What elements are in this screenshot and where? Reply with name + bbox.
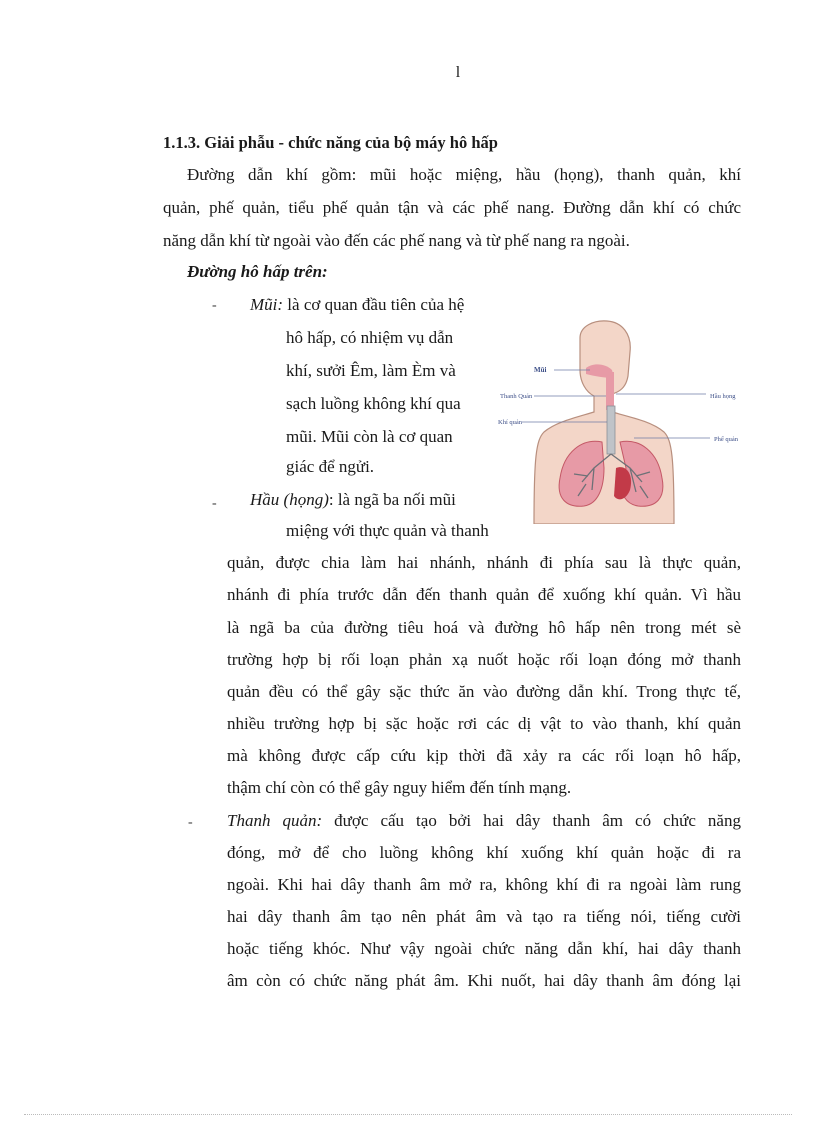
label-thanh-quan: Thanh Quản <box>500 393 533 400</box>
larynx-line: đóng, mở để cho luồng không khí xuống khí quản hoặc đi ra <box>227 843 741 862</box>
respiratory-system-figure <box>494 318 766 524</box>
pharynx-line: quản, được chia làm hai nhánh, nhánh đi phía sau là thực quản, <box>227 553 741 572</box>
page-number: l <box>455 64 461 81</box>
nose-line: giác để ngửi. <box>286 457 375 476</box>
label-hau-hong: Hầu họng <box>710 393 736 400</box>
section-heading: 1.1.3. Giải phẫu - chức năng của bộ máy hô hấp <box>163 133 498 152</box>
pharynx-line: thậm chí còn có thể gây nguy hiểm đến tính mạng. <box>227 778 572 797</box>
nose-line: hô hấp, có nhiệm vụ dẫn <box>286 328 454 347</box>
bullet-marker: - <box>212 298 217 313</box>
pharynx-line: nhiều trường hợp bị sặc hoặc rơi các dị vật to vào thanh, khí quản <box>227 714 741 733</box>
larynx-term: Thanh quản: <box>227 811 323 830</box>
nose-first-line-text: là cơ quan đầu tiên của hệ <box>283 295 465 314</box>
nose-term: Mũi: <box>250 295 284 314</box>
upper-airway-subheading: Đường hô hấp trên: <box>187 262 328 281</box>
pharynx-line: là ngã ba của đường tiêu hoá và đường hô hấp nên trong mét sè <box>227 618 741 637</box>
pharynx-line: quản đều có thể gây sặc thức ăn vào đường dẫn khí. Trong thực tế, <box>227 682 741 701</box>
pharynx-line: trường hợp bị rối loạn phản xạ nuốt hoặc rối loạn đóng mở thanh <box>227 650 741 669</box>
intro-line: Đường dẫn khí gồm: mũi hoặc miệng, hầu (họng), thanh quản, khí <box>187 165 741 184</box>
pharynx-shape <box>606 372 614 410</box>
label-khi-quan: Khí quản <box>498 419 523 426</box>
pharynx-first-line <box>250 490 456 510</box>
pharynx-line: mà không được cấp cứu kịp thời đã xảy ra các rối loạn hô hấp, <box>227 746 741 765</box>
nose-line: mũi. Mũi còn là cơ quan <box>286 427 453 446</box>
respiratory-diagram <box>494 318 766 524</box>
pharynx-first-line-text: : là ngã ba nối mũi <box>328 490 456 509</box>
pharynx-term: Hầu (họng) <box>250 490 329 509</box>
larynx-first-line-text: được cấu tạo bởi hai dây thanh âm có chức năng <box>322 811 741 830</box>
larynx-line: hoặc tiếng khóc. Như vậy ngoài chức năng dẫn khí, hai dây thanh <box>227 939 741 958</box>
intro-line: năng dẫn khí từ ngoài vào đến các phế nang và từ phế nang ra ngoài. <box>163 231 630 250</box>
label-phe-quan: Phế quản <box>714 436 739 443</box>
bullet-marker: - <box>212 496 217 511</box>
intro-line: quản, phế quản, tiểu phế quản tận và các phế nang. Đường dẫn khí có chức <box>163 198 741 217</box>
trachea <box>607 406 615 454</box>
pharynx-line: nhánh đi phía trước dẫn đến thanh quản để xuống khí quản. Vì hầu <box>227 585 741 604</box>
pharynx-second-line: miệng với thực quản và thanh <box>286 521 489 540</box>
nose-line: sạch luồng không khí qua <box>286 394 461 413</box>
larynx-line: hai dây thanh âm tạo nên phát âm và tạo ra tiếng nói, tiếng cười <box>227 907 741 926</box>
larynx-line: âm còn có chức năng phát âm. Khi nuốt, hai dây thanh âm đóng lại <box>227 971 741 990</box>
label-mui: Mũi <box>534 366 547 374</box>
larynx-line: ngoài. Khi hai dây thanh âm mở ra, không khí đi ra ngoài làm rung <box>227 875 741 894</box>
page-bottom-border <box>24 1114 792 1115</box>
nose-first-line <box>250 295 464 315</box>
bullet-marker: - <box>188 815 193 830</box>
larynx-first-line <box>227 811 741 831</box>
nose-line: khí, sưởi Êm, làm Èm và <box>286 361 456 380</box>
